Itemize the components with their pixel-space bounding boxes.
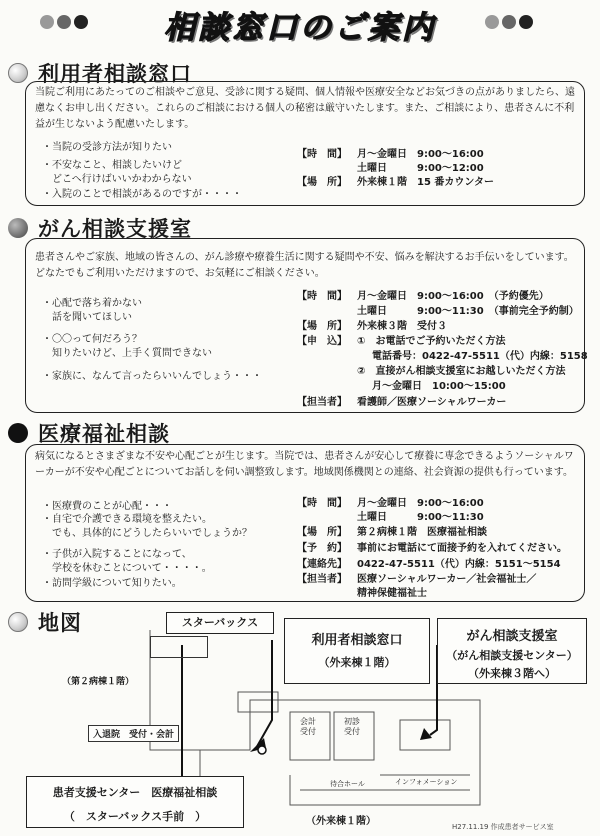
concern-item: でも、具体的にどうしたらいいでしょうか？ [42, 528, 252, 539]
place-value: 外来棟３階 受付３ [357, 321, 447, 332]
starbucks-area [150, 636, 208, 658]
apply-method-2: ② 直接がん相談支援室にお越しいただく方法 [357, 366, 566, 377]
walkin-hours: 月～金曜日 10:00～15:00 [372, 381, 506, 392]
staff-label: 【担当者】 [297, 574, 347, 585]
waiting-hall-label: 待合ホール [330, 780, 365, 788]
center-label: 患者支援センター 医療福祉相談 [52, 786, 218, 799]
place-label: 【場 所】 [297, 321, 347, 332]
admission-label: 入退院 受付・会計 [88, 725, 179, 742]
map-box-sub: （外来棟３階へ） [468, 667, 556, 680]
footer-note: H27.11.19 作成患者サービス室 [452, 823, 554, 831]
bullet-icon [8, 423, 28, 443]
starbucks-label: スターバックス [166, 612, 274, 634]
reserve-value: 事前にお電話にて面接予約を入れてください。 [357, 543, 567, 554]
staff-value: 看護師／医療ソーシャルワーカー [357, 397, 507, 408]
dot-icon [502, 15, 516, 29]
concern-item: ・心配で落ち着かない [42, 298, 142, 309]
time-value: 月～金曜日 9:00～16:00 [357, 498, 484, 509]
staff-label: 【担当者】 [297, 397, 347, 408]
contact-label: 【連絡先】 [297, 559, 347, 570]
route-line [430, 645, 437, 735]
time-value: 土曜日 9:00～11:30 （事前完全予約制） [357, 306, 579, 317]
time-label: 【時 間】 [297, 149, 347, 160]
place-value: 第２病棟１階 医療福祉相談 [357, 527, 487, 538]
phone-number: 電話番号：0422-47-5511（代）内線：5158 [372, 351, 588, 362]
concern-item: 学校を休むことについて・・・・。 [42, 563, 212, 574]
staff-value: 医療ソーシャルワーカー／社会福祉士／ [357, 574, 537, 585]
contact-value: 0422-47-5511（代）内線：5151～5154 [357, 559, 561, 570]
map-box-title: 利用者相談窓口 [311, 633, 403, 648]
time-value: 月～金曜日 9:00～16:00 [357, 149, 484, 160]
concern-item: ・入院のことで相談があるのですが・・・・ [42, 189, 242, 200]
bullet-icon [8, 218, 28, 238]
page-title: 相談窓口のご案内 [164, 10, 436, 46]
bullet-icon [8, 63, 28, 83]
location-marker-icon [258, 746, 266, 754]
concern-item: ・不安なこと、相談したいけど [42, 160, 182, 171]
section-title: がん相談支援室 [38, 217, 192, 241]
concern-item: ・医療費のことが心配・・・ [42, 501, 172, 512]
concern-item: 話を聞いてほしい [42, 312, 132, 323]
map-box-sub: （外来棟１階） [318, 656, 396, 669]
concern-item: ・家族に、なんて言ったらいいんでしょう・・・ [42, 371, 262, 382]
decor-dots-right [485, 14, 536, 33]
apply-method-1: ① お電話でご予約いただく方法 [357, 336, 506, 347]
time-label: 【時 間】 [297, 498, 347, 509]
concern-item: ・自宅で介護できる環境を整えたい。 [42, 514, 212, 525]
center-sub: （ スターバックス手前 ） [63, 810, 207, 823]
concern-item: 知りたいけど、上手く質問できない [42, 348, 212, 359]
user-intro: 当院ご利用にあたってのご相談やご意見、受診に関する疑問、個人情報や医療安全などお気づきの点がありましたら、遠慮なくお申し出ください。これらのご相談における個人の秘密は厳守いたします。また、ご相談により、患者さんに不利益が生じないよう配慮いたします。 [35, 87, 575, 130]
section-title: 医療福祉相談 [38, 422, 170, 446]
reserve-label: 【予 約】 [297, 543, 347, 554]
map-box-sub: （がん相談支援センター） [446, 649, 578, 662]
concern-item: どこへ行けばいいかわからない [42, 174, 192, 185]
first-visit-counter: 初診受付 [344, 717, 360, 736]
map-box-title: がん相談支援室 [466, 629, 558, 644]
time-label: 【時 間】 [297, 291, 347, 302]
dot-icon [485, 15, 499, 29]
section-title: 地図 [38, 611, 82, 635]
map-cancer-consult-box [437, 618, 587, 684]
apply-label: 【申 込】 [297, 336, 347, 347]
concern-item: ・当院の受診方法が知りたい [42, 142, 172, 153]
ward2-label: （第２病棟１階） [62, 677, 135, 687]
concern-item: ・子供が入院することになって、 [42, 549, 192, 560]
information-label: インフォメーション [395, 778, 458, 786]
time-value: 月～金曜日 9:00～16:00 （予約優先） [357, 291, 549, 302]
map-user-consult-box [284, 618, 430, 684]
outpatient-building-label: （外来棟１階） [306, 816, 376, 827]
staff-value: 精神保健福祉士 [357, 588, 427, 599]
place-value: 外来棟１階 15 番カウンター [357, 177, 494, 188]
time-value: 土曜日 9:00～11:30 [357, 512, 484, 523]
dot-icon [519, 15, 533, 29]
time-value: 土曜日 9:00～12:00 [357, 163, 484, 174]
section-title: 利用者相談窓口 [38, 62, 192, 86]
place-label: 【場 所】 [297, 527, 347, 538]
cancer-intro: 患者さんやご家族、地域の皆さんの、がん診療や療養生活に関する疑問や不安、悩みを解決するお手伝いをしています。どなたでもご利用いただけますので、お気軽にご相談ください。 [35, 252, 574, 279]
concern-item: ・訪問学級について知りたい。 [42, 578, 182, 589]
place-label: 【場 所】 [297, 177, 347, 188]
route-line [255, 640, 272, 750]
patient-support-center-box [26, 776, 244, 828]
welfare-intro: 病気になるとさまざまな不安や心配ごとが生じます。当院では、患者さんが安心して療養に専念できるようソーシャルワーカーが不安や心配ごとについてお話しを伺い調整致します。地域関係機関との連絡、社会資源の提供も行っています。 [35, 451, 574, 478]
concern-item: ・〇〇って何だろう？ [42, 334, 142, 345]
accounting-counter: 会計受付 [300, 717, 316, 736]
